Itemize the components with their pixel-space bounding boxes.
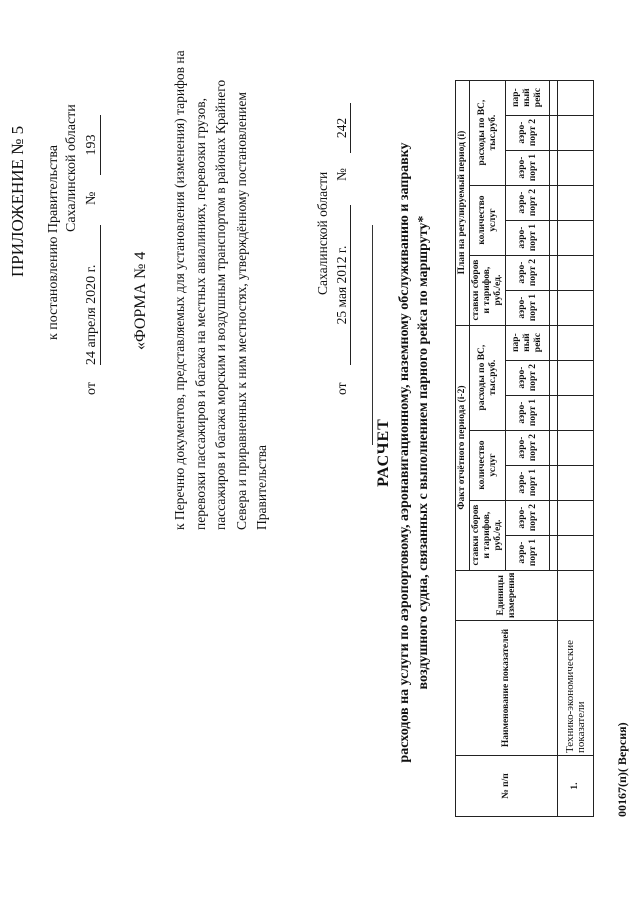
plan-rates-ap2: аэро-порт 2 (506, 255, 550, 290)
spacer-cell (550, 500, 558, 535)
form-date: 25 мая 2012 г. (334, 205, 351, 365)
spacer-cell (550, 465, 558, 500)
footer-code: 00167(п)( Версия) (615, 722, 629, 817)
spacer-cell (550, 290, 558, 325)
header-no: № п/п (456, 756, 558, 817)
table-row (558, 80, 594, 816)
spacer-cell (550, 115, 558, 150)
fact-qty-ap2: аэро-порт 2 (506, 430, 550, 465)
header-unit: Единицы измерения (456, 570, 558, 620)
row1-cell (558, 465, 594, 500)
form-no: № (334, 168, 349, 181)
header-fact-qty: количество услуг (470, 430, 506, 500)
heading-title: РАСЧЕТ (375, 418, 392, 487)
appendix-title: ПРИЛОЖЕНИЕ № 5 (8, 125, 27, 277)
spacer-cell (550, 80, 558, 115)
row1-cell (558, 535, 594, 570)
header-plan-costs: расходы по ВС, тыс.руб. (470, 80, 506, 185)
appendix-number: 193 (84, 115, 101, 175)
fact-costs-ap1: аэро-порт 1 (506, 395, 550, 430)
row1-cell (558, 360, 594, 395)
header-fact: Факт отчётного периода (i-2) (456, 325, 470, 570)
row1-cell (558, 290, 594, 325)
form-title: «ФОРМА № 4 (132, 251, 149, 350)
row1-cell (558, 500, 594, 535)
appendix-line-2: Сахалинской области (64, 104, 79, 232)
row1-cell (558, 185, 594, 220)
appendix-ot: от (84, 382, 99, 395)
plan-qty-ap1: аэро-порт 1 (506, 220, 550, 255)
plan-costs-ap1: аэро-порт 1 (506, 150, 550, 185)
row1-cell (558, 255, 594, 290)
row1-cell (558, 570, 594, 620)
plan-costs-ap2: аэро-порт 2 (506, 115, 550, 150)
header-plan-rates: ставки сборов и тарифов, руб./ед. (470, 255, 506, 325)
heading-line-1: расходов на услуги по аэропортовому, аэронавигационному, наземному обслуживанию и заправку (397, 142, 412, 763)
header-plan-qty: количество услуг (470, 185, 506, 255)
spacer-cell (550, 535, 558, 570)
row1-name: Технико-экономические показатели (558, 621, 594, 756)
row1-cell (558, 325, 594, 360)
form-text: к Перечню документов, представляемых для установления (изменения) тарифов на перевозки пассажиров и багажа на местных авиалиниях, перевозки грузов, пассажиров и багажа морским и воздушным транспортом в районах Крайнего Севера и приравненных к ним местностях, утверждённому постановлением Правительства (172, 50, 269, 530)
heading-line-2: воздушного судна, связанных с выполнением парного рейса по маршруту* (416, 215, 431, 690)
form-number: 242 (334, 103, 351, 153)
fact-qty-ap1: аэро-порт 1 (506, 465, 550, 500)
spacer-cell (550, 430, 558, 465)
spacer-cell (550, 360, 558, 395)
form-region: Сахалинской области (315, 171, 330, 295)
row1-cell (558, 430, 594, 465)
fact-rates-ap1: аэро-порт 1 (506, 535, 550, 570)
spacer-cell (550, 395, 558, 430)
row1-cell (558, 150, 594, 185)
fact-costs-ap2: аэро-порт 2 (506, 360, 550, 395)
separator-rule (372, 225, 373, 445)
plan-costs-pair: пар-ный рейс (506, 80, 550, 115)
header-fact-costs: расходы по ВС, тыс.руб. (470, 325, 506, 430)
spacer-cell (550, 325, 558, 360)
header-plan: План на регулируемый период (i) (456, 80, 470, 325)
plan-qty-ap2: аэро-порт 2 (506, 185, 550, 220)
spacer-cell (550, 185, 558, 220)
appendix-no: № (84, 191, 99, 205)
header-name: Наименование показателей (456, 621, 558, 756)
row1-no: 1. (558, 756, 594, 817)
spacer-cell (550, 255, 558, 290)
plan-rates-ap1: аэро-порт 1 (506, 290, 550, 325)
row1-cell (558, 115, 594, 150)
row1-cell (558, 80, 594, 115)
calculation-table (455, 80, 594, 817)
appendix-date: 24 апреля 2020 г. (84, 225, 101, 365)
row1-cell (558, 220, 594, 255)
spacer-cell (550, 150, 558, 185)
fact-rates-ap2: аэро-порт 2 (506, 500, 550, 535)
appendix-line-1: к постановлению Правительства (46, 144, 61, 340)
form-ot: от (334, 382, 349, 395)
spacer-cell (550, 220, 558, 255)
fact-costs-pair: пар-ный рейс (506, 325, 550, 360)
header-fact-rates: ставки сборов и тарифов, руб./ед. (470, 500, 506, 570)
row1-cell (558, 395, 594, 430)
